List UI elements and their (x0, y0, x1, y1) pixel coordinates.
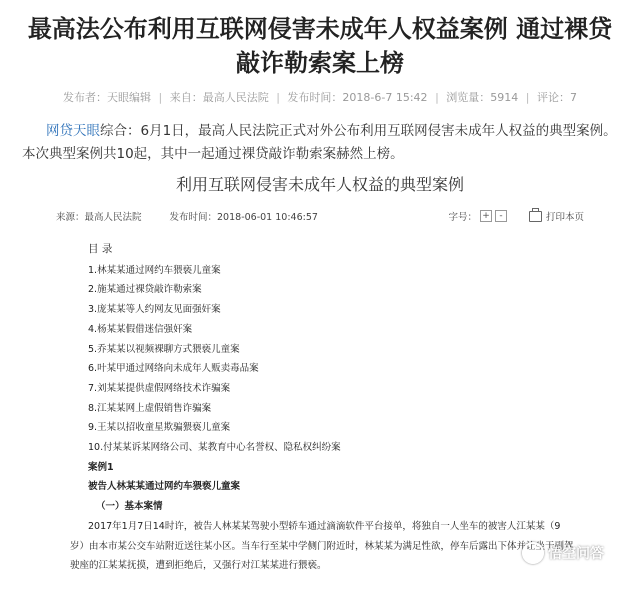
embed-publish-time: 发布时间：2018-06-01 10:46:57 (169, 212, 318, 223)
toc-item: 8.江某某网上虚假销售诈骗案 (88, 402, 212, 414)
printer-icon (529, 211, 542, 222)
intro-link[interactable]: 网贷天眼 (46, 123, 100, 139)
embed-source: 来源：最高人民法院 (56, 212, 142, 223)
intro-text: 综合：6月1日，最高人民法院正式对外公布利用互联网侵害未成年人权益的典型案例。本次典型案例共10起，其中一起通过裸贷敲诈勒索案赫然上榜。 (22, 123, 617, 162)
toc-item: 5.乔某某以视频裸聊方式猥亵儿童案 (88, 343, 240, 355)
wukong-logo-icon (522, 542, 544, 564)
meta-separator: | (158, 91, 163, 104)
meta-source: 来自：最高人民法院 (169, 91, 269, 104)
font-size-control (448, 209, 507, 223)
meta-views: 浏览量：5914 (446, 91, 519, 104)
meta-publisher[interactable]: 发布者：天眼编辑 (62, 91, 151, 104)
watermark-text: 悟空问答 (548, 546, 604, 562)
toc-item: 10.付某某诉某网络公司、某教育中心名誉权、隐私权纠纷案 (88, 442, 341, 454)
print-button[interactable] (529, 209, 584, 223)
font-decrease-button[interactable]: - (495, 210, 507, 222)
toc-item: 1.林某某通过网约车猥亵儿童案 (88, 264, 221, 276)
article-intro (22, 120, 618, 166)
meta-separator: | (276, 91, 280, 104)
toc-item: 2.施某通过裸贷敲诈勒索案 (88, 284, 202, 296)
toc-item: 6.叶某甲通过网络向未成年人贩卖毒品案 (88, 363, 259, 375)
toc-heading: 目 录 (88, 243, 113, 255)
font-increase-button[interactable]: + (480, 210, 492, 222)
article-headline: 最高法公布利用互联网侵害未成年人权益案例 通过裸贷敲诈勒索案上榜 (27, 15, 613, 77)
case-body (70, 517, 574, 572)
article-meta (0, 90, 640, 106)
toc-item: 7.刘某某提供虚假网络技术诈骗案 (88, 382, 231, 394)
embed-title: 利用互联网侵害未成年人权益的典型案例 (175, 175, 464, 194)
case-body-text: 2017年1月7日14时许，被告人林某某驾驶小型轿车通过滴滴软件平台接单，将独自一人坐车的被害人江某某（9岁）由本市某公交车站附近送往某小区。当车行至某中学侧门附近时，林某某为满足性欲，停车后露出下体并让坐于副驾驶座的江某某抚摸，遭到拒绝后，又强行对江某某进行猥亵。 (70, 520, 574, 572)
embedded-article-image (26, 172, 614, 572)
watermark (522, 542, 604, 564)
table-of-contents (70, 240, 614, 572)
meta-separator: | (525, 91, 530, 104)
section-heading: （一）基本案情 (96, 501, 163, 513)
font-size-label: 字号： (448, 212, 477, 223)
case-title: 被告人林某某通过网约车猥亵儿童案 (88, 481, 241, 493)
meta-comments[interactable]: 评论：7 (537, 91, 577, 104)
toc-item: 4.杨某某假借迷信强奸案 (88, 323, 193, 335)
meta-time: 发布时间：2018-6-7 15:42 (287, 91, 428, 104)
toc-item: 3.庞某某等人约网友见面强奸案 (88, 304, 221, 316)
meta-separator: | (435, 91, 439, 104)
print-label: 打印本页 (545, 212, 584, 223)
case-label: 案例1 (88, 461, 114, 473)
toc-item: 9.王某以招收童星欺骗猥亵儿童案 (88, 422, 231, 434)
embed-info-bar (56, 208, 584, 224)
